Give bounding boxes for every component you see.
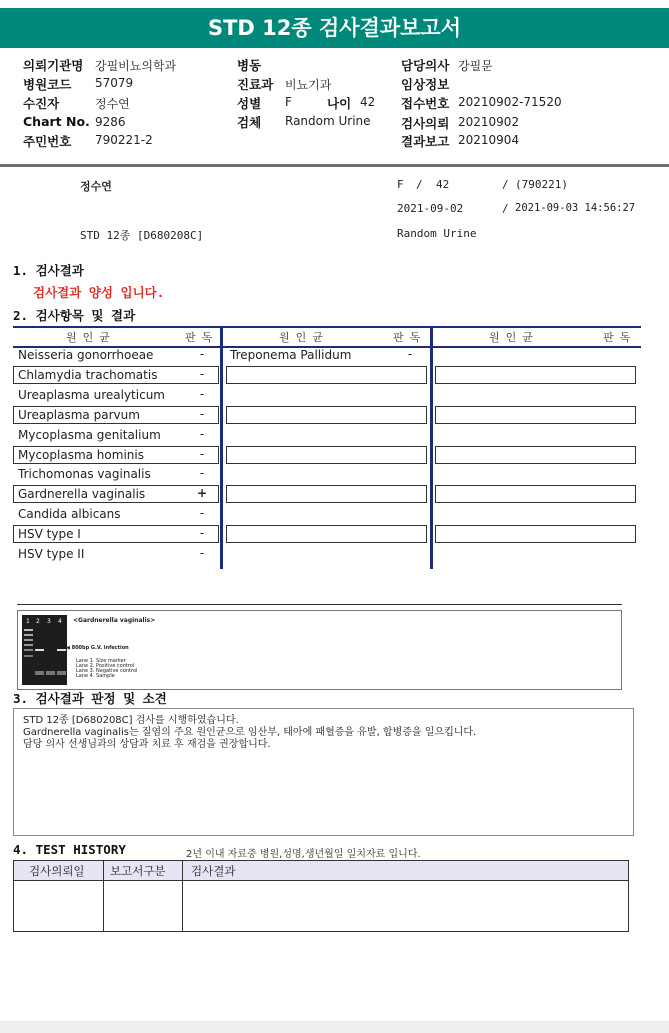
organism-result: - [199, 506, 205, 520]
gel-legend-1: Lane 1. Size marker [76, 658, 126, 664]
opinion-line: Gardnerella vaginalis는 질염의 주요 원인균으로 임산부, 태아에 패혈증을 유발, 합병증을 일으킵니다. [23, 727, 477, 738]
hospital-code-label: 병원코드 [23, 77, 72, 92]
section2-title: 2. 검사항목 및 결과 [13, 308, 136, 323]
organism-result: - [199, 387, 205, 401]
sample-date: 2021-09-02 [397, 202, 464, 215]
organism-result-positive: + [196, 486, 208, 500]
patient-age: 42 [436, 178, 450, 191]
organism-name: Ureaplasma parvum [18, 408, 140, 422]
gel-image [22, 615, 67, 685]
organism-name: Mycoplasma hominis [18, 448, 144, 462]
organism-result: - [199, 407, 205, 421]
organism-result: - [199, 546, 205, 560]
history-col-divider [103, 861, 104, 931]
doctor-value: 강필문 [458, 59, 493, 73]
table-divider-1 [220, 326, 223, 569]
lane-label: 4 [58, 618, 62, 625]
gel-legend-3: Lane 3. Negative control [76, 668, 138, 674]
report-title: STD 12종 검사결과보고서 [0, 8, 669, 48]
organism-result: - [199, 347, 205, 361]
receiver-value: 정수연 [95, 97, 130, 111]
report-date-label: 결과보고 [401, 134, 450, 149]
receipt-no-label: 접수번호 [401, 96, 450, 111]
age-label: 나이 [327, 96, 352, 111]
organism-name-positive: Gardnerella vaginalis [18, 487, 146, 501]
hospital-code-value: 57079 [95, 76, 134, 90]
request-date-label: 검사의뢰 [401, 116, 450, 131]
patient-slash-3: / [502, 202, 509, 215]
organism-name: Treponema Pallidum [230, 348, 352, 362]
clinical-info-label: 임상정보 [401, 77, 450, 92]
patient-slash-2: / [502, 178, 509, 191]
organism-name: Ureaplasma urealyticum [18, 388, 165, 402]
doctor-label: 담당의사 [401, 58, 450, 73]
receiver-label: 수진자 [23, 96, 60, 111]
test-code: STD 12종 [D680208C] [80, 229, 204, 242]
opinion-box [13, 708, 634, 836]
patient-slash-1: / [416, 178, 423, 191]
sex-label: 성별 [237, 96, 262, 111]
patient-name: 정수연 [80, 180, 112, 193]
report-date-value: 20210904 [458, 133, 520, 147]
gel-caption: <Gardnerella vaginalis> [73, 617, 156, 624]
history-col-request-date: 검사의뢰일 [29, 864, 85, 878]
organism-result: - [407, 347, 413, 361]
specimen-label: 검체 [237, 115, 262, 130]
row-box [435, 446, 636, 464]
gel-legend-4: Lane 4. Sample [76, 673, 115, 679]
report-datetime: 2021-09-03 14:56:27 [515, 202, 636, 214]
col3-organism-header: 원인균 [489, 331, 539, 344]
opinion-line: STD 12종 [D680208C] 검사를 시행하였습니다. [23, 715, 239, 726]
row-box [226, 485, 427, 503]
section1-title: 1. 검사결과 [13, 263, 84, 278]
department-value: 비뇨기과 [285, 78, 332, 92]
department-label: 진료과 [237, 77, 274, 92]
organism-result: - [199, 427, 205, 441]
history-note: 2년 이내 자료중 병원,성명,생년월일 일치자료 입니다. [186, 849, 421, 860]
sex-value: F [285, 95, 292, 109]
row-box [435, 366, 636, 384]
patient-resident-no: (790221) [515, 178, 568, 191]
resident-no-label: 주민번호 [23, 134, 72, 149]
chart-no-label: Chart No. [23, 114, 90, 129]
opinion-line: 담당 의사 선생님과의 상담과 치료 후 재검을 권장합니다. [23, 739, 271, 750]
row-box [226, 446, 427, 464]
organism-name: HSV type II [18, 547, 85, 561]
history-table [13, 860, 629, 932]
lane-label: 1 [26, 618, 30, 625]
organism-name: Chlamydia trachomatis [18, 368, 158, 382]
history-col-result: 검사결과 [191, 864, 236, 878]
ward-label: 병동 [237, 58, 262, 73]
section4-title: 4. TEST HISTORY [13, 842, 126, 857]
receipt-no-value: 20210902-71520 [458, 95, 562, 109]
gel-band-label: ◀ 800bp G.V. infection [66, 645, 129, 651]
result-summary: 검사결과 양성 입니다. [33, 285, 165, 300]
organism-name: Mycoplasma genitalium [18, 428, 161, 442]
row-box [226, 366, 427, 384]
institution-value: 강필비뇨의학과 [95, 59, 177, 73]
patient-specimen: Random Urine [397, 227, 477, 240]
lane-label: 2 [36, 618, 40, 625]
results-table-header [13, 326, 641, 348]
col3-result-header: 판독 [603, 331, 637, 344]
section3-title: 3. 검사결과 판정 및 소견 [13, 691, 167, 706]
history-col-report-type: 보고서구분 [110, 864, 166, 878]
organism-result: - [199, 466, 205, 480]
row-box [226, 525, 427, 543]
col2-organism-header: 원인균 [279, 331, 329, 344]
gel-top-rule [17, 604, 622, 605]
request-date-value: 20210902 [458, 115, 520, 129]
age-value: 42 [360, 95, 376, 109]
institution-label: 의뢰기관명 [23, 58, 84, 73]
chart-no-value: 9286 [95, 115, 126, 129]
col1-result-header: 판독 [185, 331, 219, 344]
organism-result: - [199, 447, 205, 461]
organism-result: - [199, 526, 205, 540]
organism-result: - [199, 367, 205, 381]
specimen-value: Random Urine [285, 114, 371, 128]
history-col-divider [182, 861, 183, 931]
lane-label: 3 [47, 618, 51, 625]
table-divider-2 [430, 326, 433, 569]
gel-electrophoresis-panel [17, 610, 622, 690]
row-box [435, 525, 636, 543]
row-box [435, 406, 636, 424]
patient-sex: F [397, 178, 404, 191]
resident-no-value: 790221-2 [95, 133, 153, 147]
col1-organism-header: 원인균 [66, 331, 116, 344]
history-table-header [14, 861, 628, 881]
gel-legend-2: Lane 2. Positive control [76, 663, 135, 669]
row-box [435, 485, 636, 503]
organism-name: Trichomonas vaginalis [18, 467, 151, 481]
header-divider [0, 164, 669, 167]
col2-result-header: 판독 [393, 331, 427, 344]
organism-name: HSV type I [18, 527, 81, 541]
organism-name: Candida albicans [18, 507, 121, 521]
organism-name: Neisseria gonorrhoeae [18, 348, 154, 362]
row-box [226, 406, 427, 424]
